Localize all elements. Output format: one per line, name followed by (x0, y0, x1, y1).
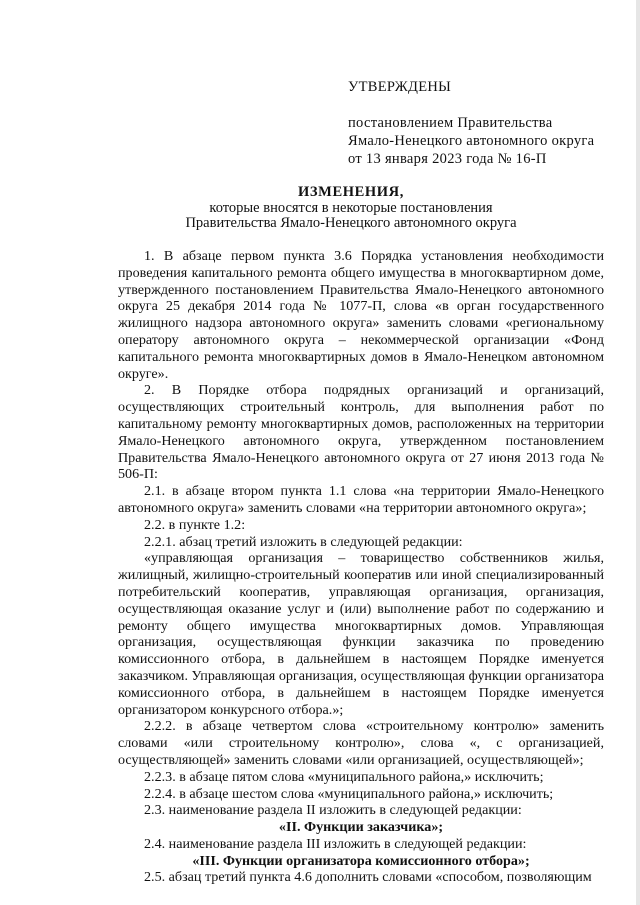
document-title: ИЗМЕНЕНИЯ, (298, 184, 404, 200)
document-body (118, 248, 604, 886)
document-subtitle: которые вносятся в некоторые постановления (209, 199, 493, 216)
page-edge-shadow (636, 0, 640, 905)
document-heading (118, 185, 584, 232)
approved-line: от 13 января 2023 года № 16-П (348, 151, 547, 167)
document-subtitle: Правительства Ямало-Ненецкого автономного округа (185, 215, 517, 231)
approval-block (348, 78, 594, 168)
approved-line: Ямало-Ненецкого автономного округа (348, 133, 595, 149)
paragraph-2-2-1: 2.2.1. абзац третий изложить в следующей редакции: (144, 533, 463, 550)
paragraph-1: 1. В абзаце первом пункта 3.6 Порядка установления необходимости проведения капитального ремонта общего имущества в многоквартирном доме, утвержденного постановлением Правительства Ямало-Ненецкого автономного округа 25 декабря 2014 года № 1077-П, слова «в орган государственного жилищного надзора автономного округа» заменить словами «региональному оператору автономного округа – некоммерческой организации «Фонд капитального ремонта многоквартирных домов в Ямало-Ненецком автономном округе». (118, 248, 604, 382)
paragraph-2-2-2: 2.2.2. в абзаце четвертом слова «строительному контролю» заменить словами «или строительному контролю», слова «, с организацией, осуществляющей» заменить словами «или организацией, осуществляющей»; (118, 718, 604, 768)
section-2-title: «II. Функции заказчика»; (278, 819, 444, 836)
paragraph-2-2-3: 2.2.3. в абзаце пятом слова «муниципального района,» исключить; (144, 768, 544, 785)
section-3-title: «III. Функции организатора комиссионного отбора»; (192, 852, 530, 869)
paragraph-2-2-4: 2.2.4. в абзаце шестом слова «муниципального района,» исключить; (144, 785, 554, 802)
approved-line: постановлением Правительства (348, 115, 553, 131)
paragraph-2-1: 2.1. в абзаце втором пункта 1.1 слова «на территории Ямало-Ненецкого автономного округа» заменить словами «на территории автономного округа»; (118, 483, 604, 516)
paragraph-2-4: 2.4. наименование раздела III изложить в следующей редакции: (144, 835, 527, 852)
paragraph-quote: «управляющая организация – товарищество собственников жилья, жилищный, жилищно-строительный кооператив или иной специализированный потребительский кооператив, управляющая организация, организация, осуществляющая оказание услуг и (или) выполнение работ по содержанию и ремонту общего имущества многоквартирных домов. Управляющая организация, осуществляющая функции заказчика по проведению комиссионного отбора, в дальнейшем в настоящем Порядке именуется заказчиком. Управляющая организация, осуществляющая функции организатора комиссионного отбора, в дальнейшем в настоящем Порядке именуется организатором конкурсного отбора.»; (118, 550, 604, 718)
approved-title: УТВЕРЖДЕНЫ (348, 79, 452, 95)
paragraph-2-2: 2.2. в пункте 1.2: (144, 516, 246, 533)
paragraph-2: 2. В Порядке отбора подрядных организаций и организаций, осуществляющих строительный контроль, для выполнения работ по капитальному ремонту многоквартирных домов, расположенных на территории Ямало-Ненецкого автономного округа, утвержденном постановлением Правительства Ямало-Ненецкого автономного округа от 27 июня 2013 года № 506-П: (118, 382, 604, 483)
paragraph-2-5: 2.5. абзац третий пункта 4.6 дополнить словами «способом, позволяющим (144, 869, 592, 886)
paragraph-2-3: 2.3. наименование раздела II изложить в следующей редакции: (144, 802, 522, 819)
